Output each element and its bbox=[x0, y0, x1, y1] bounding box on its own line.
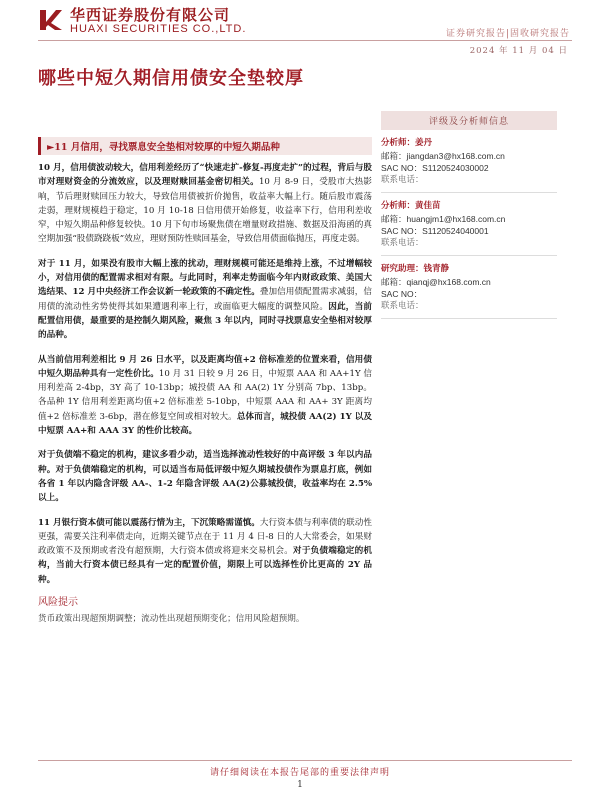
analyst-sac-number: SAC NO：S1120524030002 bbox=[381, 163, 489, 173]
analyst-email[interactable]: 邮箱：huangjm1@hx168.com.cn bbox=[381, 214, 506, 224]
analyst-sidebar bbox=[381, 111, 557, 319]
analyst-name: 分析师：黄佳苗 bbox=[381, 201, 441, 211]
footer-disclaimer: 请仔细阅读在本报告尾部的重要法律声明 bbox=[209, 768, 390, 778]
analyst-name: 分析师：姜丹 bbox=[381, 138, 433, 148]
research-assistant-name: 研究助理：钱青静 bbox=[381, 264, 450, 274]
sidebar-heading: 评级及分析师信息 bbox=[381, 111, 557, 130]
page-number: 1 bbox=[297, 780, 303, 790]
paragraph-4 bbox=[38, 448, 372, 505]
paragraph-5-bold: 11 月银行资本债可能以震荡行情为主，下沉策略需谨慎。 bbox=[38, 517, 260, 528]
logo-english-name: HUAXI SECURITIES CO.,LTD. bbox=[70, 23, 247, 35]
section-heading: ►11 月信用，寻找票息安全垫相对较厚的中短久期品种 bbox=[38, 137, 372, 155]
footer-divider bbox=[38, 760, 572, 761]
risk-warning-text: 货币政策出现超预期调整；流动性出现超预期变化；信用风险超预期。 bbox=[38, 614, 305, 625]
main-content bbox=[38, 137, 372, 626]
logo-chinese-name: 华西证券股份有限公司 bbox=[70, 6, 231, 24]
paragraph-3-bold-end: 总体而言，城投债 AA(2) 1Y 以及中短票 AA+和 AAA 3Y 的性价比较高。 bbox=[38, 411, 372, 437]
analyst-email[interactable]: 邮箱：qianqj@hx168.com.cn bbox=[381, 277, 491, 287]
analyst-sac-number: SAC NO： bbox=[381, 289, 423, 299]
paragraph-5 bbox=[38, 516, 372, 587]
report-title: 哪些中短久期信用债安全垫较厚 bbox=[38, 68, 304, 89]
analyst-phone: 联系电话： bbox=[381, 238, 424, 248]
analyst-phone: 联系电话： bbox=[381, 175, 424, 185]
risk-warning-title: 风险提示 bbox=[38, 597, 78, 609]
analyst-phone: 联系电话： bbox=[381, 301, 424, 311]
paragraph-5-bold-end: 对于负债端稳定的机构，当前大行资本债已经具有一定的配置价值，期限上可以选择性价比更高的 2Y 品种。 bbox=[38, 546, 372, 585]
analyst-card bbox=[381, 136, 557, 193]
paragraph-1-text: 10 月 8-9 日，受股市大热影响，节后理财赎回压力较大，导致信用债被折价抛售，收益率大幅上行。随后股市震荡走弱，理财规模趋于稳定，10 月 10-18 日信用债开始修复，收益率下行，信用利差收窄，中短久期品种修复较快。10 月下旬市场聚焦债在增量财政措施、数据及沿海函的真空期加强“股债跷跷板”效应，理财预防性赎回基金，导致信用债面临抛压，再度走弱。 bbox=[38, 177, 372, 245]
paragraph-3-bold: 从当前信用利差相比 9 月 26 日水平，以及距离均值+2 倍标准差的位置来看，信用债中短久期品种具有一定性价比。 bbox=[38, 354, 372, 379]
paragraph-4-bold: 对于负债端不稳定的机构，建议多看少动，适当选择流动性较好的中高评级 3 年以内品种。对于负债端稳定的机构，可以适当布局低评级中短久期城投债作为票息打底，例如各省 1 年以内隐含评级 AA-、1-2 年隐含评级 AA(2)公募城投债，收益率均在 2.5%以上。 bbox=[38, 450, 372, 504]
analyst-card bbox=[381, 199, 557, 256]
paragraph-2 bbox=[38, 257, 372, 343]
analyst-card bbox=[381, 262, 557, 319]
paragraph-1 bbox=[38, 161, 372, 247]
paragraph-5-text: 大行资本债与利率债的联动性更强，需要关注利率债走向，近期关键节点在于 11 月 4 日-8 日的人大常委会，如果财政政策不及预期或者没有超预期，大行资本债或将迎来交易机会。 bbox=[38, 517, 372, 557]
paragraph-3 bbox=[38, 353, 372, 439]
report-type: 证券研究报告|固收研究报告 bbox=[445, 29, 570, 39]
analyst-email[interactable]: 邮箱：jiangdan3@hx168.com.cn bbox=[381, 151, 505, 161]
huaxi-logo-icon bbox=[38, 6, 64, 32]
paragraph-2-text: 叠加信用债配置需求减弱，信用债的流动性劣势使得其如果遭遇利率上行，或面临更大幅度的调整风险。 bbox=[38, 287, 372, 312]
report-date: 2024 年 11 月 04 日 bbox=[469, 46, 568, 56]
paragraph-2-bold: 对于 11 月，如果没有股市大幅上涨的扰动，理财规模可能还是维持上涨，不过增幅较小，对信用债的配置需求相对有限。与此同时，利率走势面临今年内财政政策、美国大选结果、12 月中央经济工作会议新一轮政策的不确定性。 bbox=[38, 258, 372, 298]
analyst-sac-number: SAC NO：S1120524040001 bbox=[381, 226, 489, 236]
paragraph-2-bold-end: 因此，当前配置信用债，最重要的是控制久期风险，聚焦 3 年以内，同时寻找票息安全垫相对较厚的品种。 bbox=[38, 301, 372, 341]
paragraph-1-bold: 10 月，信用债波动较大，信用利差经历了“快速走扩-修复-再度走扩”的过程，背后与股市对理财资金的分流效应，以及理财赎回基金密切相关。 bbox=[38, 163, 372, 188]
company-logo bbox=[38, 4, 247, 38]
paragraph-3-text: 10 月 31 日较 9 月 26 日，中短票 AAA 和 AA+1Y 信用利差高 2-4bp，3Y 高了 10-13bp；城投债 AA 和 AA(2) 1Y 分别高 7bp、13bp。各品种 1Y 信用利差距离均值+2 倍标准差 5-10bp，中短票 AAA 和 AA+ 3Y 距离均值+2 倍标准差 3-6bp，潜在修复空间或相对较大。 bbox=[38, 368, 372, 422]
header-divider bbox=[38, 40, 572, 41]
